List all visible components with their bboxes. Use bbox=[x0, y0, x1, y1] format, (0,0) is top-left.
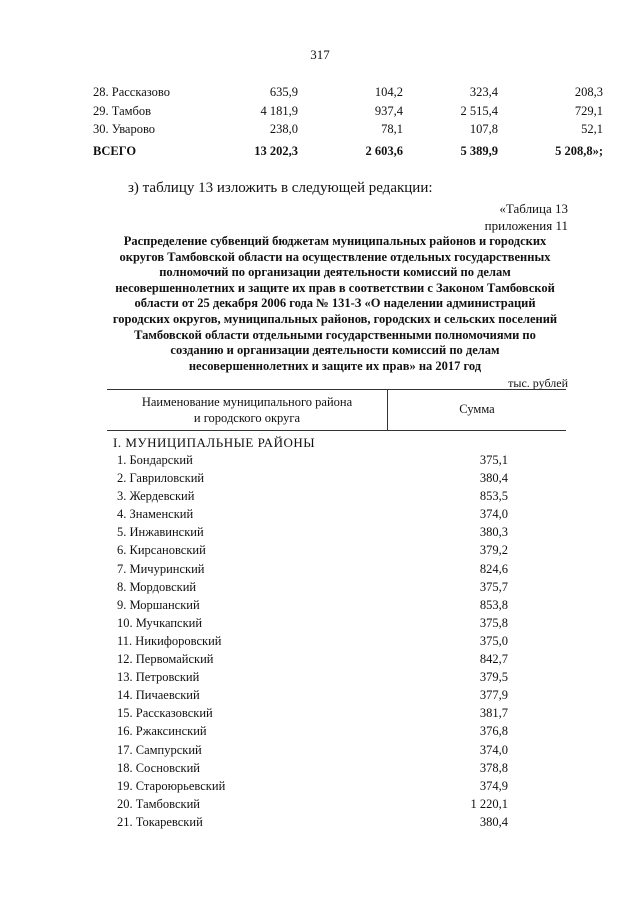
table-row bbox=[117, 469, 508, 487]
units-label: тыс. рублей bbox=[508, 376, 568, 390]
district-name: 12. Первомайский bbox=[117, 652, 214, 667]
table-row bbox=[117, 741, 508, 759]
district-name: 4. Знаменский bbox=[117, 507, 194, 522]
table-row bbox=[117, 795, 508, 813]
amendment-instruction: з) таблицу 13 изложить в следующей редакции: bbox=[128, 180, 433, 196]
table-row bbox=[117, 451, 508, 469]
district-amount: 375,0 bbox=[479, 633, 508, 648]
table-row bbox=[117, 668, 508, 686]
district-amount: 824,6 bbox=[479, 561, 508, 576]
district-name: 17. Сампурский bbox=[117, 742, 202, 757]
district-name: 6. Кирсановский bbox=[117, 543, 206, 558]
district-name: 11. Никифоровский bbox=[117, 633, 222, 648]
district-name: 7. Мичуринский bbox=[117, 561, 205, 576]
district-amount: 380,4 bbox=[479, 471, 508, 486]
district-name: 9. Моршанский bbox=[117, 597, 200, 612]
district-name: 20. Тамбовский bbox=[117, 796, 200, 811]
table-row bbox=[117, 686, 508, 704]
district-amount: 374,0 bbox=[479, 742, 508, 757]
table-row bbox=[117, 722, 508, 740]
table-row bbox=[117, 523, 508, 541]
table-row bbox=[117, 777, 508, 795]
page-number: 317 bbox=[310, 47, 330, 62]
district-name: 21. Токаревский bbox=[117, 814, 203, 829]
row-value: 52,1 bbox=[581, 122, 603, 136]
district-amount: 375,8 bbox=[479, 615, 508, 630]
district-amount: 375,1 bbox=[479, 453, 508, 467]
district-amount: 379,2 bbox=[479, 543, 508, 558]
row-value: 323,4 bbox=[469, 85, 498, 99]
district-name: 1. Бондарский bbox=[117, 453, 193, 467]
table-row bbox=[117, 596, 508, 614]
table-row bbox=[117, 704, 508, 722]
row-value: 937,4 bbox=[374, 104, 403, 118]
table-row bbox=[117, 560, 508, 578]
table-reference-line: приложения 11 bbox=[484, 218, 568, 233]
row-value: 78,1 bbox=[381, 122, 403, 136]
district-name: 5. Инжавинский bbox=[117, 525, 204, 540]
district-amount: 381,7 bbox=[479, 706, 508, 721]
district-name: 10. Мучкапский bbox=[117, 615, 203, 630]
district-name: 3. Жердевский bbox=[117, 489, 195, 504]
table-row bbox=[117, 541, 508, 559]
district-amount: 380,4 bbox=[479, 814, 508, 829]
row-name: 28. Рассказово bbox=[93, 85, 170, 99]
district-name: 14. Пичаевский bbox=[117, 688, 200, 703]
total-label: ВСЕГО bbox=[93, 144, 137, 158]
district-name: 18. Сосновский bbox=[117, 760, 200, 775]
row-value: 729,1 bbox=[574, 104, 603, 118]
district-name: 13. Петровский bbox=[117, 670, 200, 685]
table-row bbox=[117, 632, 508, 650]
district-amount: 376,8 bbox=[479, 724, 508, 739]
district-amount: 377,9 bbox=[479, 688, 508, 703]
total-value: 13 202,3 bbox=[254, 144, 298, 158]
table-heading: Распределение субвенций бюджетам муниципальных районов и городских округов Тамбовской области на осуществление отдельных государственных полномочий по организации деятельности комиссий по делам несовершеннолетних и защите их прав в соответствии с Законом Тамбовской области от 25 декабря 2006 года № 131-З «О наделении администраций городских округов, муниципальных районов, городских и сельских поселений Тамбовской области отдельными государственными полномочиями по созданию и организации деятельности комиссий по делам несовершеннолетних и защите их прав» на 2017 год bbox=[112, 234, 558, 373]
table-reference bbox=[485, 200, 568, 234]
table-row bbox=[117, 759, 508, 777]
row-value: 104,2 bbox=[374, 85, 403, 99]
total-value: 5 389,9 bbox=[460, 144, 498, 158]
table-row bbox=[117, 578, 508, 596]
district-name: 2. Гавриловский bbox=[117, 471, 205, 486]
district-amount: 1 220,1 bbox=[470, 796, 508, 811]
district-name: 15. Рассказовский bbox=[117, 706, 213, 721]
row-value: 107,8 bbox=[469, 122, 498, 136]
district-amount: 375,7 bbox=[479, 579, 508, 594]
table-row bbox=[117, 614, 508, 632]
total-value: 2 603,6 bbox=[365, 144, 403, 158]
table-row bbox=[117, 487, 508, 505]
table-row bbox=[117, 813, 508, 831]
district-amount: 853,5 bbox=[479, 489, 508, 504]
district-amount: 380,3 bbox=[479, 525, 508, 540]
row-name: 30. Уварово bbox=[93, 122, 156, 136]
table-row bbox=[117, 650, 508, 668]
table-row bbox=[117, 505, 508, 523]
district-amount: 374,0 bbox=[479, 507, 508, 522]
header-name-line: и городского округа bbox=[193, 411, 301, 425]
table-row bbox=[93, 120, 603, 138]
district-amount: 379,5 bbox=[479, 670, 508, 685]
district-name: 8. Мордовский bbox=[117, 579, 197, 594]
table-row bbox=[93, 102, 603, 120]
row-value: 238,0 bbox=[269, 122, 298, 136]
table-header bbox=[107, 389, 566, 431]
district-amount: 374,9 bbox=[479, 778, 508, 793]
row-name: 29. Тамбов bbox=[93, 104, 152, 118]
district-amount: 853,8 bbox=[479, 597, 508, 612]
total-value: 5 208,8»; bbox=[555, 144, 603, 158]
row-value: 208,3 bbox=[574, 85, 603, 99]
district-list bbox=[117, 451, 508, 831]
district-amount: 842,7 bbox=[479, 652, 508, 667]
row-value: 4 181,9 bbox=[260, 104, 298, 118]
district-amount: 378,8 bbox=[479, 760, 508, 775]
row-value: 2 515,4 bbox=[460, 104, 498, 118]
header-name-column bbox=[107, 394, 387, 426]
header-name-line: Наименование муниципального района bbox=[141, 395, 353, 409]
table-row bbox=[93, 83, 603, 101]
district-name: 19. Староюрьевский bbox=[117, 778, 226, 793]
district-name: 16. Ржаксинский bbox=[117, 724, 207, 739]
row-value: 635,9 bbox=[269, 85, 298, 99]
table-reference-line: «Таблица 13 bbox=[499, 201, 568, 216]
header-sum-column: Сумма bbox=[459, 402, 495, 416]
section-title: I. МУНИЦИПАЛЬНЫЕ РАЙОНЫ bbox=[113, 435, 316, 450]
total-row bbox=[93, 142, 603, 160]
